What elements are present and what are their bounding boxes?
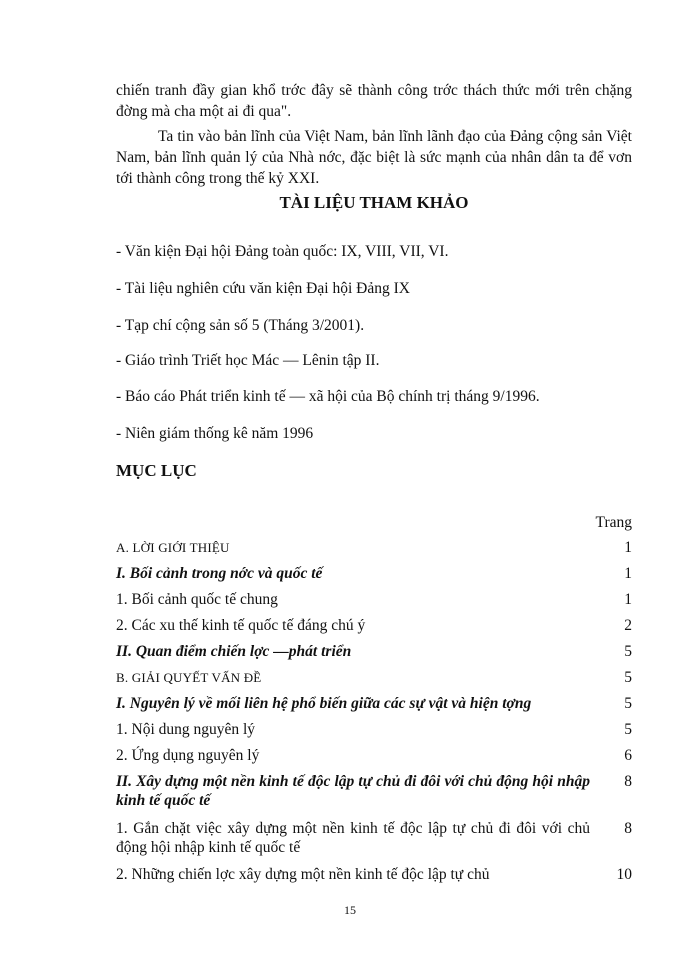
- toc-entry-text: 1. Bối cảnh quốc tế chung: [116, 591, 278, 608]
- toc-entry-text: I. Bối cảnh trong nớc và quốc tế: [116, 565, 323, 582]
- toc-entry[interactable]: [116, 538, 632, 564]
- toc-entry[interactable]: [116, 668, 632, 694]
- page-number: 15: [344, 903, 356, 917]
- toc-entry-page: 10: [616, 866, 632, 883]
- toc-entry[interactable]: [116, 616, 632, 642]
- toc-entry-text: 2. Các xu thế kinh tế quốc tế đáng chú ý: [116, 617, 366, 634]
- toc-entry[interactable]: [116, 746, 632, 772]
- toc-entry[interactable]: [116, 694, 632, 720]
- reference-item: - Tạp chí cộng sản số 5 (Tháng 3/2001).: [116, 317, 365, 334]
- toc-entry[interactable]: [116, 590, 632, 616]
- references-heading: TÀI LIỆU THAM KHẢO: [279, 193, 469, 212]
- reference-item: - Tài liệu nghiên cứu văn kiện Đại hội Đảng IX: [116, 280, 410, 297]
- toc-entry-page: 1: [624, 539, 632, 556]
- toc-entry-text: 1. Gắn chặt việc xây dựng một nền kinh tế độc lập tự chủ đi đôi với chủ động hội nhập kinh tế quốc tế: [116, 820, 590, 856]
- toc-entry[interactable]: [116, 642, 632, 668]
- toc-entry-page: 6: [624, 747, 632, 764]
- toc-entry-page: 5: [624, 643, 632, 660]
- toc-entry-text: 2. Những chiến lợc xây dựng một nền kinh tế độc lập tự chủ: [116, 866, 490, 883]
- toc-entry[interactable]: [116, 564, 632, 590]
- toc-entry-text: I. Nguyên lý về mối liên hệ phổ biến giữa các sự vật và hiện tợng: [116, 695, 532, 712]
- toc-entry-text: II. Quan điểm chiến lợc —phát triển: [116, 643, 352, 660]
- reference-item: - Giáo trình Triết học Mác — Lênin tập II.: [116, 352, 380, 369]
- toc-entry-text: 2. Ứng dụng nguyên lý: [116, 747, 260, 764]
- toc-entry-text: A. LỜI GIỚI THIỆU: [116, 540, 230, 555]
- toc-entry-text: B. GIẢI QUYẾT VẤN ĐỀ: [116, 670, 262, 685]
- toc-entry[interactable]: [116, 720, 632, 746]
- body-paragraph-continuation: chiến tranh đầy gian khổ trớc đây sẽ thành công trớc thách thức mới trên chặng đờng mà cha một ai đi qua".: [116, 82, 632, 120]
- toc-entry-page: 1: [624, 591, 632, 608]
- toc-entry[interactable]: [116, 819, 632, 865]
- toc-entry-page: 8: [624, 773, 632, 790]
- body-paragraph-conclusion: Ta tin vào bản lĩnh của Việt Nam, bản lĩnh lãnh đạo của Đảng cộng sản Việt Nam, bản lĩnh quản lý của Nhà nớc, đặc biệt là sức mạnh của nhân dân ta để vơn tới thành công trong thế kỷ XXI.: [116, 128, 632, 187]
- toc-heading: MỤC LỤC: [116, 461, 197, 480]
- toc-entry-text: 1. Nội dung nguyên lý: [116, 721, 256, 738]
- table-of-contents: [116, 512, 632, 891]
- toc-entry[interactable]: [116, 865, 632, 891]
- reference-item: - Báo cáo Phát triển kinh tế — xã hội của Bộ chính trị tháng 9/1996.: [116, 388, 540, 405]
- toc-page-column-header: Trang: [595, 514, 632, 531]
- toc-entry-text: II. Xây dựng một nền kinh tế độc lập tự chủ đi đôi với chủ động hội nhập kinh tế quốc tế: [116, 773, 590, 809]
- toc-entry-page: 5: [624, 695, 632, 712]
- reference-item: - Văn kiện Đại hội Đảng toàn quốc: IX, VIII, VII, VI.: [116, 243, 449, 260]
- toc-entry-page: 8: [624, 820, 632, 837]
- toc-entry-page: 1: [624, 565, 632, 582]
- toc-entry-page: 5: [624, 721, 632, 738]
- toc-entry-page: 2: [624, 617, 632, 634]
- reference-item: - Niên giám thống kê năm 1996: [116, 425, 314, 442]
- toc-entry-page: 5: [624, 669, 632, 686]
- toc-entry[interactable]: [116, 772, 632, 819]
